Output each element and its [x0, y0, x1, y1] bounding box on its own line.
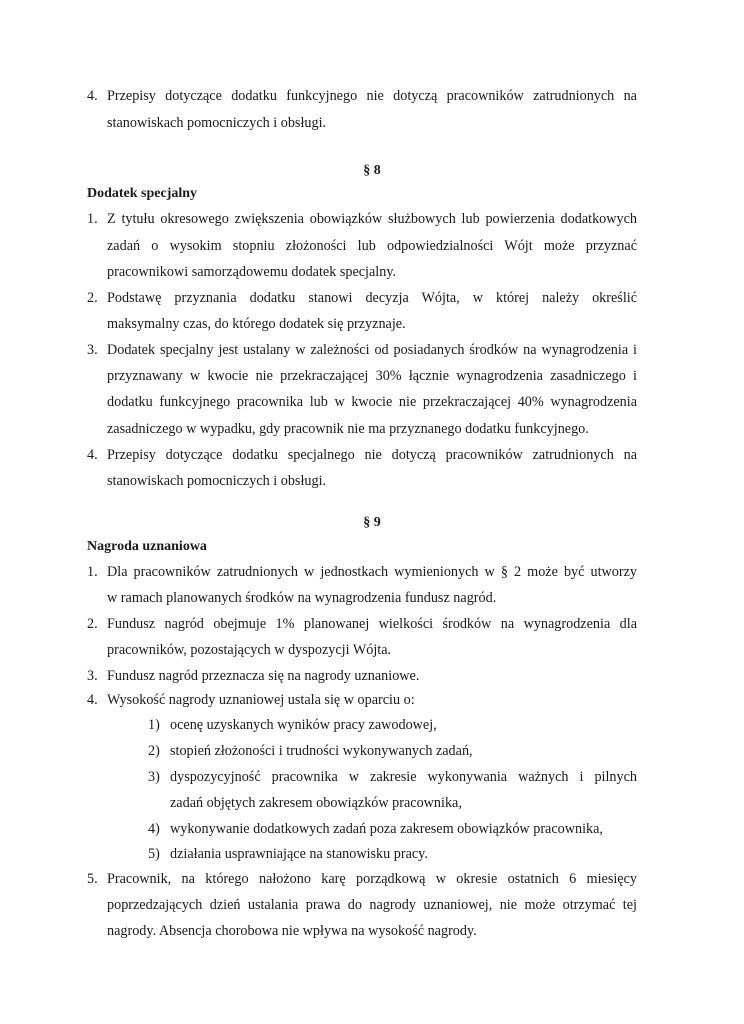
sublist-number: 3): [148, 769, 160, 785]
list-number: 4.: [87, 692, 98, 708]
text-line: dodatku funkcyjnego pracownika lub w kwocie nie przekraczającej 40% wynagrodzenia: [107, 394, 637, 410]
text-line: Dodatek specjalny jest ustalany w zależności od posiadanych środków na wynagrodzenia i: [107, 342, 637, 358]
section-title-8: Dodatek specjalny: [87, 186, 198, 201]
section-mark-8: § 8: [363, 163, 381, 178]
text-line: Podstawę przyznania dodatku stanowi decyzja Wójta, w której należy określić: [107, 290, 637, 306]
list-number: 2.: [87, 616, 98, 632]
sublist-number: 5): [148, 846, 160, 862]
sublist-number: 2): [148, 743, 160, 759]
list-number: 5.: [87, 871, 98, 887]
text-line: wykonywanie dodatkowych zadań poza zakresem obowiązków pracownika,: [170, 821, 603, 837]
text-line: zadań o wysokim stopniu złożoności lub odpowiedzialności Wójt może przyznać: [107, 238, 637, 254]
section-mark-9: § 9: [363, 515, 381, 530]
text-line: ocenę uzyskanych wyników pracy zawodowej,: [170, 717, 437, 733]
text-line: pracownikowi samorządowemu dodatek specjalny.: [107, 264, 397, 280]
list-number: 1.: [87, 564, 98, 580]
text-line: Dla pracowników zatrudnionych w jednostkach wymienionych w § 2 może być utworzy: [107, 564, 637, 580]
text-line: Pracownik, na którego nałożono karę porządkową w okresie ostatnich 6 miesięcy: [107, 871, 637, 887]
list-number: 2.: [87, 290, 98, 306]
text-line: pracowników, pozostających w dyspozycji Wójta.: [107, 642, 392, 658]
text-line: Fundusz nagród przeznacza się na nagrody uznaniowe.: [107, 668, 420, 684]
text-line: stopień złożoności i trudności wykonywanych zadań,: [170, 743, 473, 759]
text-line: stanowiskach pomocniczych i obsługi.: [107, 115, 327, 131]
text-line: poprzedzających dzień ustalania prawa do nagrody uznaniowej, nie może otrzymać tej: [107, 897, 637, 913]
text-line: stanowiskach pomocniczych i obsługi.: [107, 473, 327, 489]
text-line: Wysokość nagrody uznaniowej ustala się w oparciu o:: [107, 692, 415, 708]
sublist-number: 4): [148, 821, 160, 837]
list-number: 4.: [87, 447, 98, 463]
text-line: Z tytułu okresowego zwiększenia obowiązków służbowych lub powierzenia dodatkowych: [107, 211, 637, 227]
section-title-9: Nagroda uznaniowa: [87, 539, 207, 554]
text-line: maksymalny czas, do którego dodatek się przyznaje.: [107, 316, 406, 332]
text-line: zasadniczego w wypadku, gdy pracownik nie ma przyznanego dodatku funkcyjnego.: [107, 421, 589, 437]
list-number: 1.: [87, 211, 98, 227]
text-line: w ramach planowanych środków na wynagrodzenia fundusz nagród.: [107, 590, 497, 606]
text-line: Fundusz nagród obejmuje 1% planowanej wielkości środków na wynagrodzenia dla: [107, 616, 637, 632]
text-line: Przepisy dotyczące dodatku specjalnego nie dotyczą pracowników zatrudnionych na: [107, 447, 637, 463]
text-line: nagrody. Absencja chorobowa nie wpływa na wysokość nagrody.: [107, 923, 477, 939]
text-line: Przepisy dotyczące dodatku funkcyjnego nie dotyczą pracowników zatrudnionych na: [107, 88, 637, 104]
text-line: działania usprawniające na stanowisku pracy.: [170, 846, 428, 862]
text-line: zadań objętych zakresem obowiązków pracownika,: [170, 795, 462, 811]
list-number: 3.: [87, 342, 98, 358]
list-number: 3.: [87, 668, 98, 684]
list-number: 4.: [87, 88, 98, 104]
sublist-number: 1): [148, 717, 160, 733]
text-line: dyspozycyjność pracownika w zakresie wykonywania ważnych i pilnych: [170, 769, 637, 785]
text-line: przyznawany w kwocie nie przekraczającej 30% łącznie wynagrodzenia zasadniczego i: [107, 368, 637, 384]
